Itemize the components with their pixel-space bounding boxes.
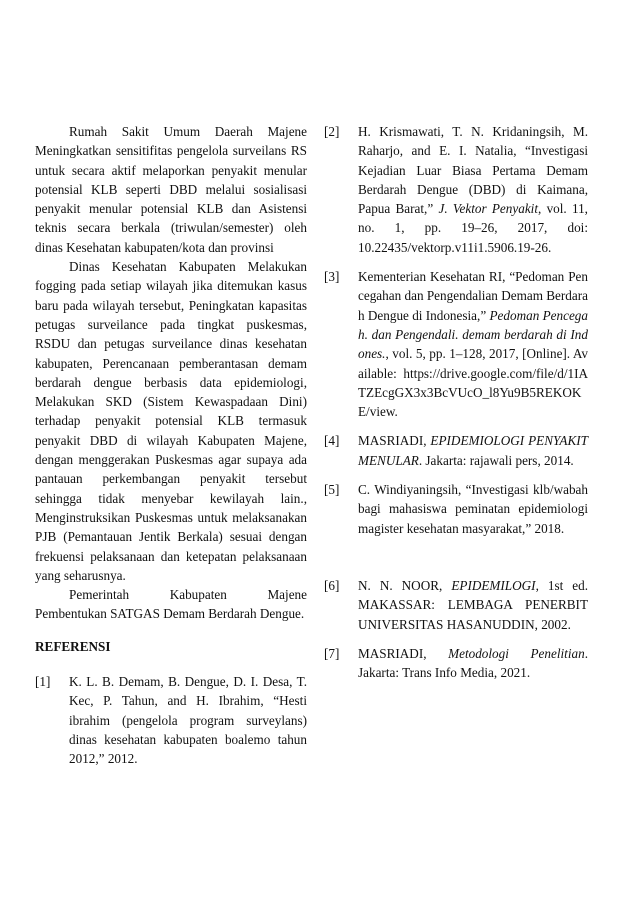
reference-number: [6] bbox=[324, 577, 340, 593]
reference-text: MASRIADI, Metodologi Penelitian. Jakarta: Trans Info Media, 2021. bbox=[358, 645, 588, 681]
reference-item bbox=[324, 576, 588, 634]
reference-text: K. L. B. Demam, B. Dengue, D. I. Desa, T. Kec, P. Tahun, and H. Ibrahim, “Hesti ibrahim (pengelola program surveylans) dinas kesehatan kabupaten boalemo tahun 2012,” 2012. bbox=[69, 674, 307, 767]
reference-number: [4] bbox=[324, 433, 340, 449]
reference-text: H. Krismawati, T. N. Kridaningsih, M. Raharjo, and E. I. Natalia, “Investigasi Kejadian Luar Biasa Pertama Demam Berdarah Dengue (DBD) di Kaimana, Papua Barat,” J. Vektor Penyakit, vol. 11, no. 1, pp. 19–26, 2017, doi: 10.22435/vektorp.v11i1.5906.19-26. bbox=[358, 124, 588, 255]
reference-item bbox=[324, 431, 588, 470]
right-column bbox=[324, 122, 588, 692]
reference-number: [3] bbox=[324, 269, 340, 285]
left-column bbox=[35, 122, 307, 779]
references-heading: REFERENSI bbox=[35, 638, 111, 654]
body-paragraph: Rumah Sakit Umum Daerah Majene Meningkatkan sensitifitas pengelola surveilans RS untuk secara aktif melaporkan penyakit menular potensial KLB seperti DBD melalui sosialisasi penyakit menular potensial KLB dan Asistensi teknis secara berkala (triwulan/semester) oleh dinas Kesehatan kabupaten/kota dan provinsi bbox=[35, 124, 307, 255]
reference-text: C. Windiyaningsih, “Investigasi klb/wabah bagi mahasiswa peminatan epidemiologi magister kesehatan masyarakat,” 2018. bbox=[358, 482, 588, 536]
reference-item bbox=[35, 672, 307, 768]
body-paragraph: Dinas Kesehatan Kabupaten Melakukan fogging pada setiap wilayah jika ditemukan kasus baru pada wilayah tersebut, Peningkatan kapasitas petugas surveilance pada tingkat puskesmas, RSDU dan petugas surveilance dinas kesehatan kabupaten, Perencanaan pemberantasan demam berdarah dengue berbasis data epidemiologi, Melakukan SKD (Sistem Kewaspadaan Dini) terhadap penyakit potensial KLB termasuk penyakit DBD di wilayah Kabupaten Majene, dengan menggerakan Puskesmas agar supaya ada pantauan perkembangan penyakit tersebut sehingga tidak menyebar kewilayah lain., Menginstruksikan Puskesmas untuk melaksanakan PJB (Pemantauan Jentik Berkala) sesuai dengan frekuensi pelaksanaan dan ketepatan pelaksanaan yang seharusnya. bbox=[35, 259, 307, 583]
body-paragraph: Pemerintah Kabupaten Majene Pembentukan SATGAS Demam Berdarah Dengue. bbox=[35, 587, 307, 622]
reference-item bbox=[324, 644, 588, 683]
reference-item bbox=[324, 122, 588, 257]
reference-item bbox=[324, 267, 588, 421]
reference-text: MASRIADI, EPIDEMIOLOGI PENYAKIT MENULAR. Jakarta: rajawali pers, 2014. bbox=[358, 433, 588, 468]
reference-number: [5] bbox=[324, 482, 340, 498]
reference-text: N. N. NOOR, EPIDEMILOGI, 1st ed. MAKASSAR: LEMBAGA PENERBIT UNIVERSITAS HASANUDDIN, 2002. bbox=[358, 577, 588, 632]
spacer bbox=[324, 548, 588, 576]
reference-number: [1] bbox=[35, 674, 51, 690]
reference-item bbox=[324, 480, 588, 538]
reference-text: Kementerian Kesehatan RI, “Pedoman Pencegahan dan Pengendalian Demam Berdarah Dengue di Indonesia,” Pedoman Pencegah. dan Pengendali. demam berdarah di Indones., vol. 5, pp. 1–128, 2017, [Online]. Available: https://drive.google.com/file/d/1IATZEcgGX3x3BcVUcO_l8Yu9B5REKOKE/view. bbox=[358, 269, 588, 420]
reference-number: [2] bbox=[324, 124, 340, 139]
reference-number: [7] bbox=[324, 645, 340, 661]
